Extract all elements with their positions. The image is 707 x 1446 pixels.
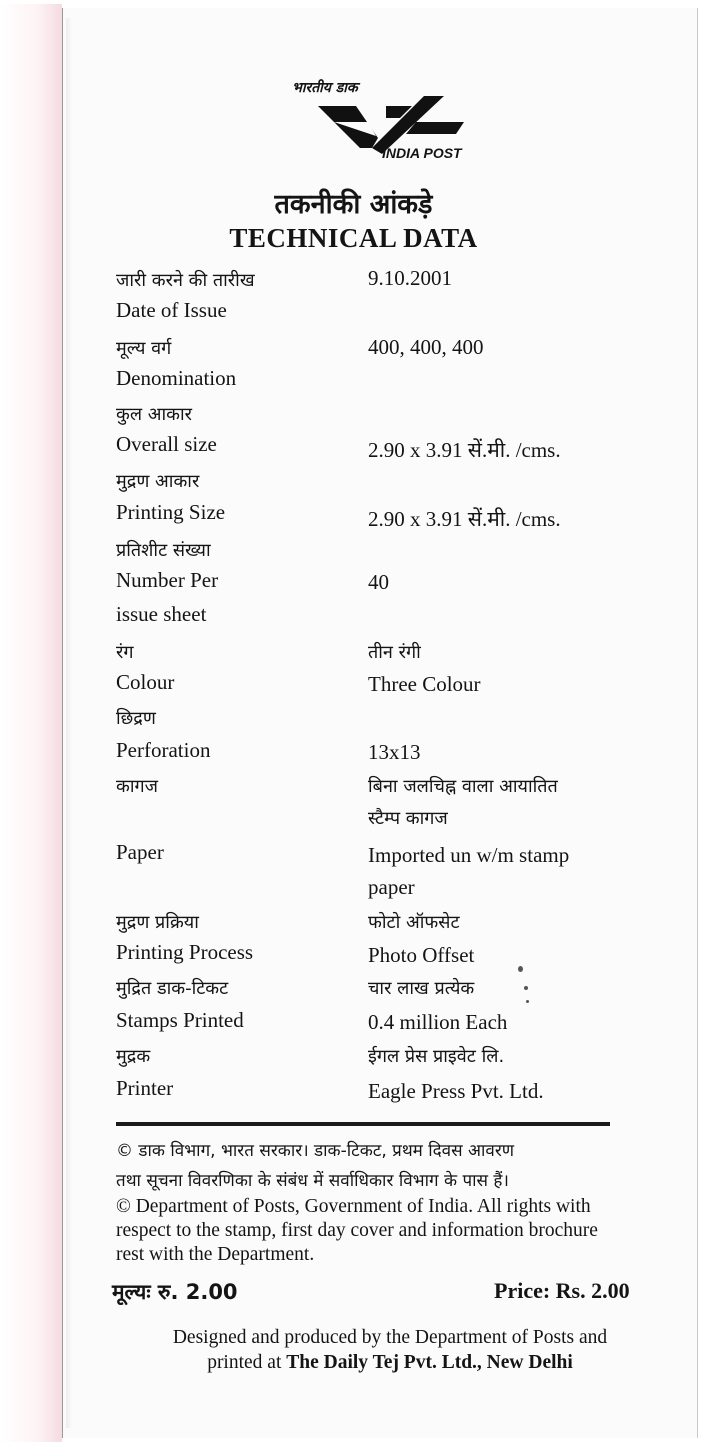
denomination-value: 400, 400, 400	[368, 335, 484, 359]
paper-speck	[526, 1000, 529, 1003]
row-label-hindi: मुद्रित डाक-टिकट	[116, 978, 229, 999]
row-label: Overall size	[116, 432, 217, 456]
printing-process-value-hindi: फोटो ऑफसेट	[368, 912, 460, 933]
row-label: Perforation	[116, 738, 211, 762]
copyright-hindi: तथा सूचना विवरणिका के संबंध में सर्वाधिकार विभाग के पास हैं।	[116, 1171, 509, 1191]
row-label-hindi: मुद्रण प्रक्रिया	[116, 912, 199, 933]
stamps-printed-value-hindi: चार लाख प्रत्येक	[368, 978, 475, 999]
section-divider	[116, 1122, 610, 1126]
price-english: Price: Rs. 2.00	[494, 1278, 630, 1303]
credit-prefix: printed at	[207, 1352, 287, 1373]
row-label: Printing Process	[116, 940, 254, 964]
row-label-hindi: प्रतिशीट संख्या	[116, 540, 211, 561]
row-label-hindi: कुल आकार	[116, 404, 192, 425]
colour-value: Three Colour	[368, 672, 481, 696]
perforation-value: 13x13	[368, 740, 421, 764]
row-label-hindi: छिद्रण	[116, 708, 156, 729]
credit-line: Designed and produced by the Department of Posts and	[172, 1327, 608, 1348]
row-label: Printer	[116, 1076, 174, 1100]
row-label: Stamps Printed	[116, 1008, 244, 1032]
paper-value-hindi: बिना जलचिह्न वाला आयातित	[368, 776, 558, 797]
row-label: Date of Issue	[116, 298, 227, 322]
logo-english-text: INDIA POST	[382, 145, 462, 161]
page-title: TECHNICAL DATA	[229, 223, 478, 253]
row-label-hindi: मुद्रण आकार	[116, 471, 200, 492]
price-hindi: मूल्यः रु. 2.00	[112, 1280, 238, 1304]
row-label: Number Per	[116, 568, 219, 592]
paper-speck	[524, 986, 528, 990]
row-label: Denomination	[116, 366, 237, 390]
row-label-hindi: कागज	[116, 776, 158, 797]
copyright-english: © Department of Posts, Government of India. All rights with	[116, 1196, 591, 1217]
colour-value-hindi: तीन रंगी	[368, 642, 421, 663]
row-label-hindi: जारी करने की तारीख	[116, 270, 255, 291]
page-title-hindi: तकनीकी आंकड़े	[274, 189, 433, 220]
logo-hindi-text: भारतीय डाक	[292, 80, 358, 96]
date-of-issue-value: 9.10.2001	[368, 266, 452, 290]
row-label: Colour	[116, 670, 175, 694]
paper-value-hindi: स्टैम्प कागज	[368, 808, 448, 829]
copyright-hindi: © डाक विभाग, भारत सरकार। डाक-टिकट, प्रथम दिवस आवरण	[116, 1141, 515, 1161]
copyright-english: respect to the stamp, first day cover and information brochure	[116, 1220, 598, 1241]
row-label: Printing Size	[116, 500, 226, 524]
number-per-sheet-value: 40	[368, 570, 389, 594]
printer-value-hindi: ईगल प्रेस प्राइवेट लि.	[368, 1046, 505, 1067]
printing-process-value: Photo Offset	[368, 943, 475, 967]
paper-value: Imported un w/m stamp	[368, 843, 570, 867]
row-label-hindi: रंग	[116, 642, 134, 663]
row-label: issue sheet	[116, 602, 207, 626]
printer-credit-name: The Daily Tej Pvt. Ltd., New Delhi	[286, 1352, 573, 1373]
stamps-printed-value: 0.4 million Each	[368, 1010, 508, 1034]
printing-size-value: 2.90 x 3.91 सें.मी. /cms.	[368, 507, 561, 531]
credit-line	[90, 1352, 690, 1374]
printer-value: Eagle Press Pvt. Ltd.	[368, 1079, 544, 1103]
paper-speck	[518, 966, 523, 972]
paper-value: paper	[368, 875, 415, 899]
row-label-hindi: मूल्य वर्ग	[116, 338, 172, 359]
copyright-english: rest with the Department.	[116, 1244, 315, 1265]
overall-size-value: 2.90 x 3.91 सें.मी. /cms.	[368, 438, 561, 462]
row-label: Paper	[116, 840, 164, 864]
row-label-hindi: मुद्रक	[116, 1046, 151, 1067]
